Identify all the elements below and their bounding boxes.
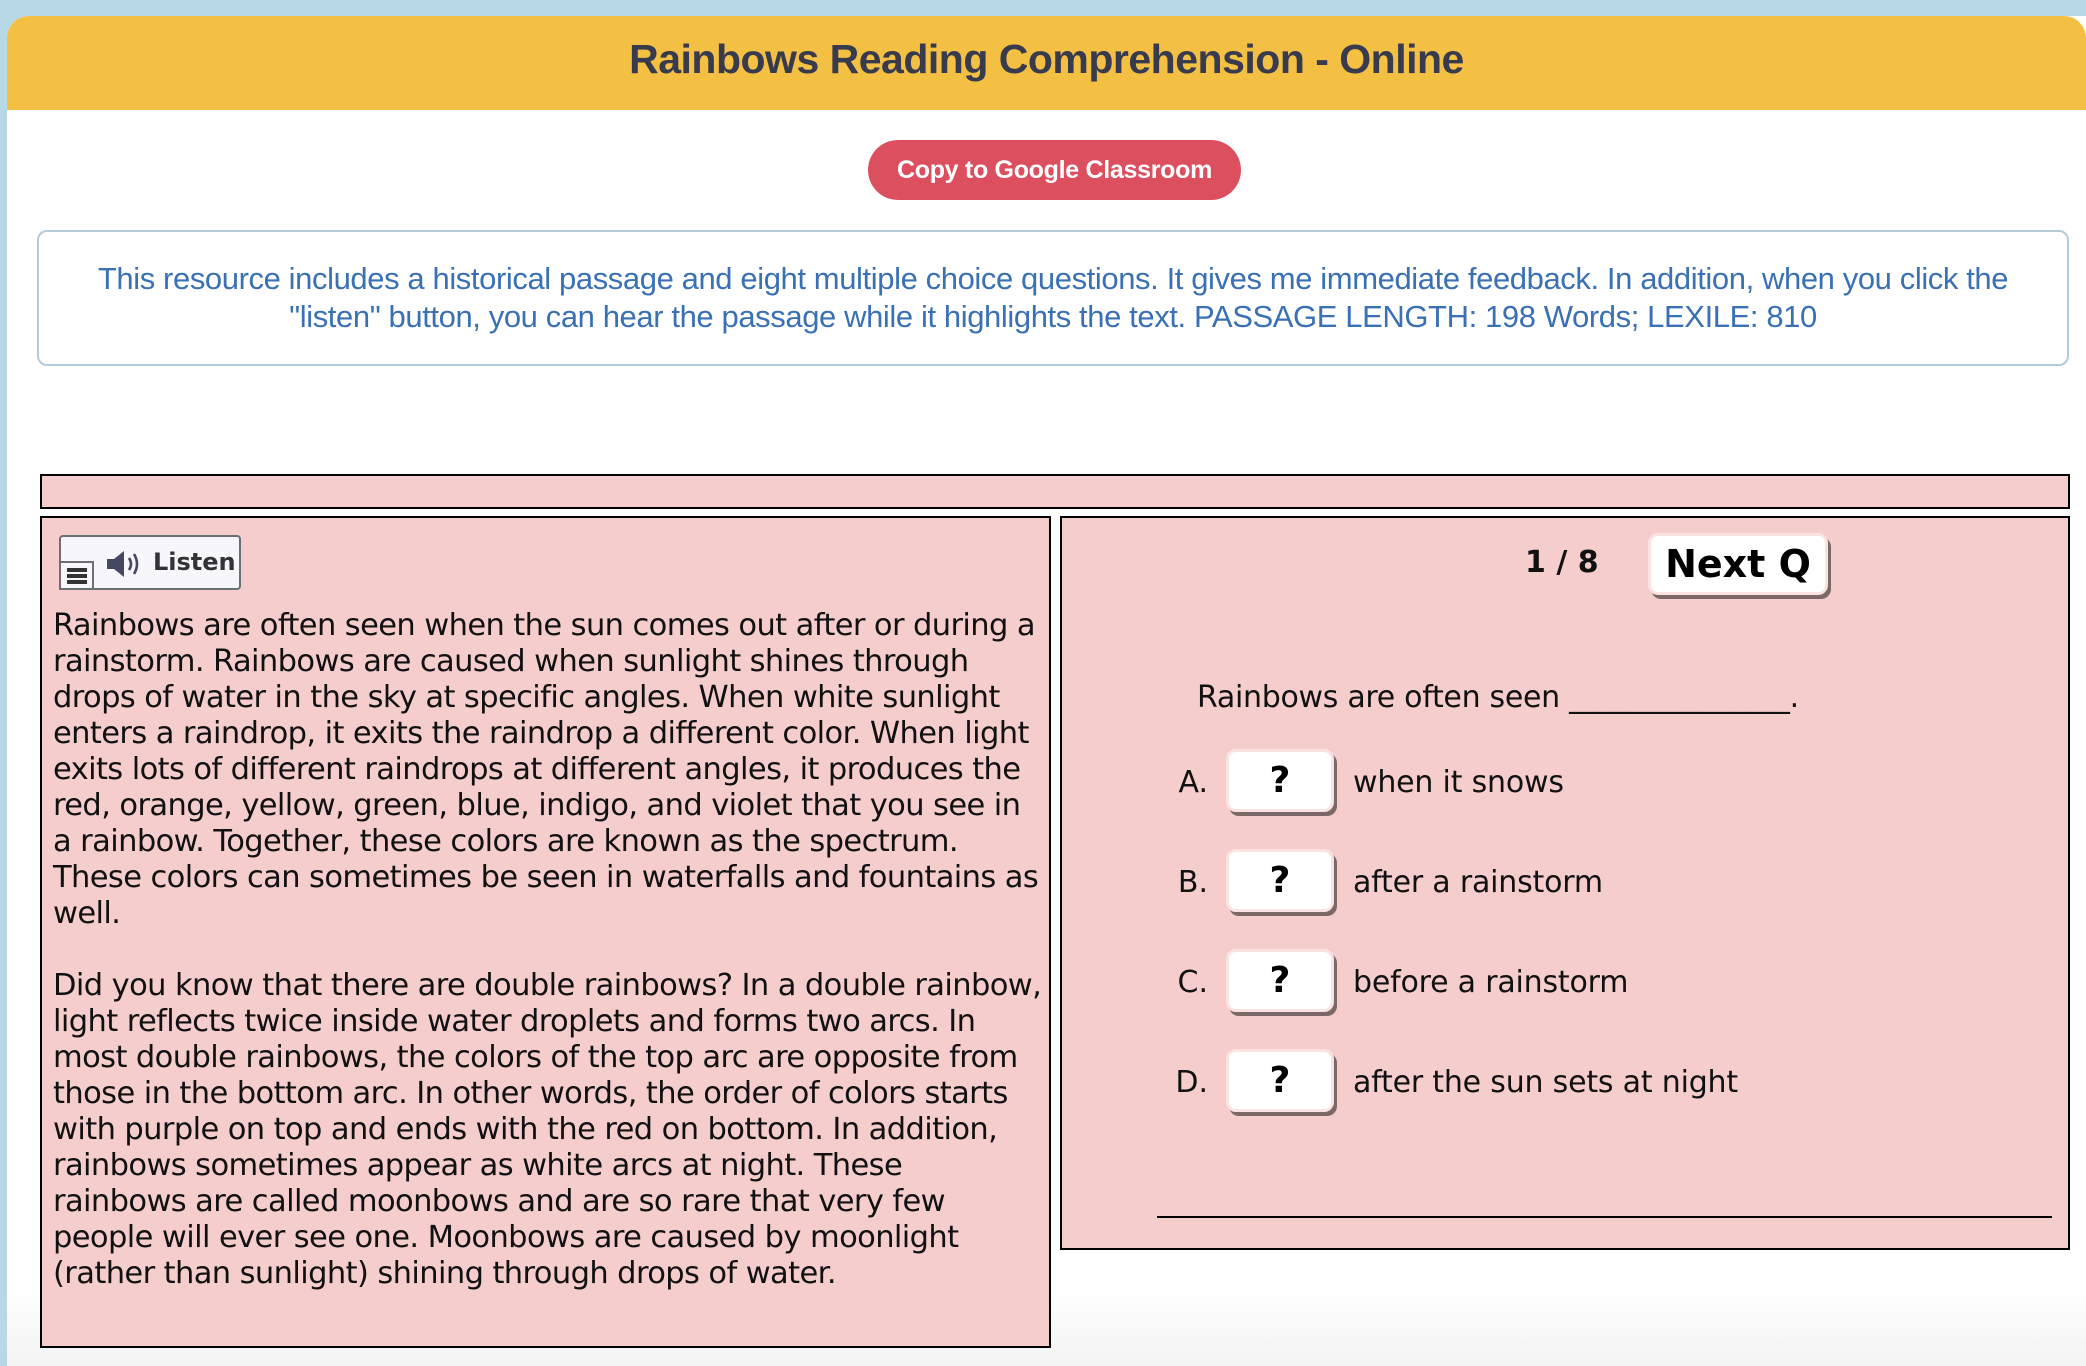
choice-a — [1168, 749, 2048, 815]
choice-letter: B. — [1177, 865, 1208, 900]
listen-button[interactable] — [59, 535, 241, 590]
choice-text: before a rainstorm — [1353, 965, 1629, 1000]
choice-c — [1168, 949, 2048, 1015]
question-panel — [1060, 516, 2070, 1250]
feedback-divider — [1157, 1216, 2052, 1218]
choice-c-button[interactable]: ? — [1226, 949, 1334, 1012]
choice-d — [1168, 1049, 2048, 1115]
choice-letter: D. — [1175, 1065, 1208, 1100]
quiz-top-bar — [40, 474, 2070, 509]
choice-text: after the sun sets at night — [1353, 1065, 1738, 1100]
listen-label: Listen — [153, 548, 236, 576]
page-title: Rainbows Reading Comprehension - Online — [629, 36, 1464, 82]
passage-panel — [40, 516, 1051, 1348]
choice-letter: C. — [1177, 965, 1208, 1000]
passage-paragraph: Rainbows are often seen when the sun comes out after or during a rainstorm. Rainbows are caused when sunlight shines through drops of water in the sky at specific angles. When white sunlight enters a raindrop, it exits the raindrop a different color. When light exits lots of different raindrops at different angles, it produces the red, orange, yellow, green, blue, indigo, and violet that you see in a rainbow. Together, these colors are known as the spectrum. These colors can sometimes be seen in waterfalls and fountains as well. — [53, 608, 1039, 931]
choice-a-button[interactable]: ? — [1226, 749, 1334, 812]
next-question-button[interactable]: Next Q — [1648, 533, 1828, 595]
resource-description-box — [37, 230, 2069, 366]
passage-paragraph: Did you know that there are double rainbows? In a double rainbow, light reflects twice inside water droplets and forms two arcs. In most double rainbows, the colors of the top arc are opposite from those in the bottom arc. In other words, the order of colors starts with purple on top and ends with the red on bottom. In addition, rainbows sometimes appear as white arcs at night. These rainbows are called moonbows and are so rare that very few people will ever see one. Moonbows are caused by moonlight (rather than sunlight) shining through drops of water. — [53, 968, 1042, 1291]
reading-passage — [53, 608, 1043, 1328]
resource-description: This resource includes a historical passage and eight multiple choice questions. It gives me immediate feedback. In addition, when you click the "listen" button, you can hear the passage while it highlights the text. PASSAGE LENGTH: 198 Words; LEXILE: 810 — [97, 261, 2009, 334]
choice-d-button[interactable]: ? — [1226, 1049, 1334, 1112]
question-counter: 1 / 8 — [1525, 545, 1599, 580]
choice-b-button[interactable]: ? — [1226, 849, 1334, 912]
copy-to-google-classroom-button[interactable]: Copy to Google Classroom — [868, 140, 1241, 200]
choice-text: after a rainstorm — [1353, 865, 1603, 900]
page-header — [7, 16, 2086, 110]
menu-icon[interactable] — [59, 561, 94, 590]
choice-b — [1168, 849, 2048, 915]
speaker-icon — [105, 549, 143, 579]
question-text: Rainbows are often seen _______________. — [1197, 680, 1799, 715]
choice-letter: A. — [1178, 765, 1208, 800]
page-card — [7, 16, 2086, 1366]
choice-text: when it snows — [1353, 765, 1564, 800]
